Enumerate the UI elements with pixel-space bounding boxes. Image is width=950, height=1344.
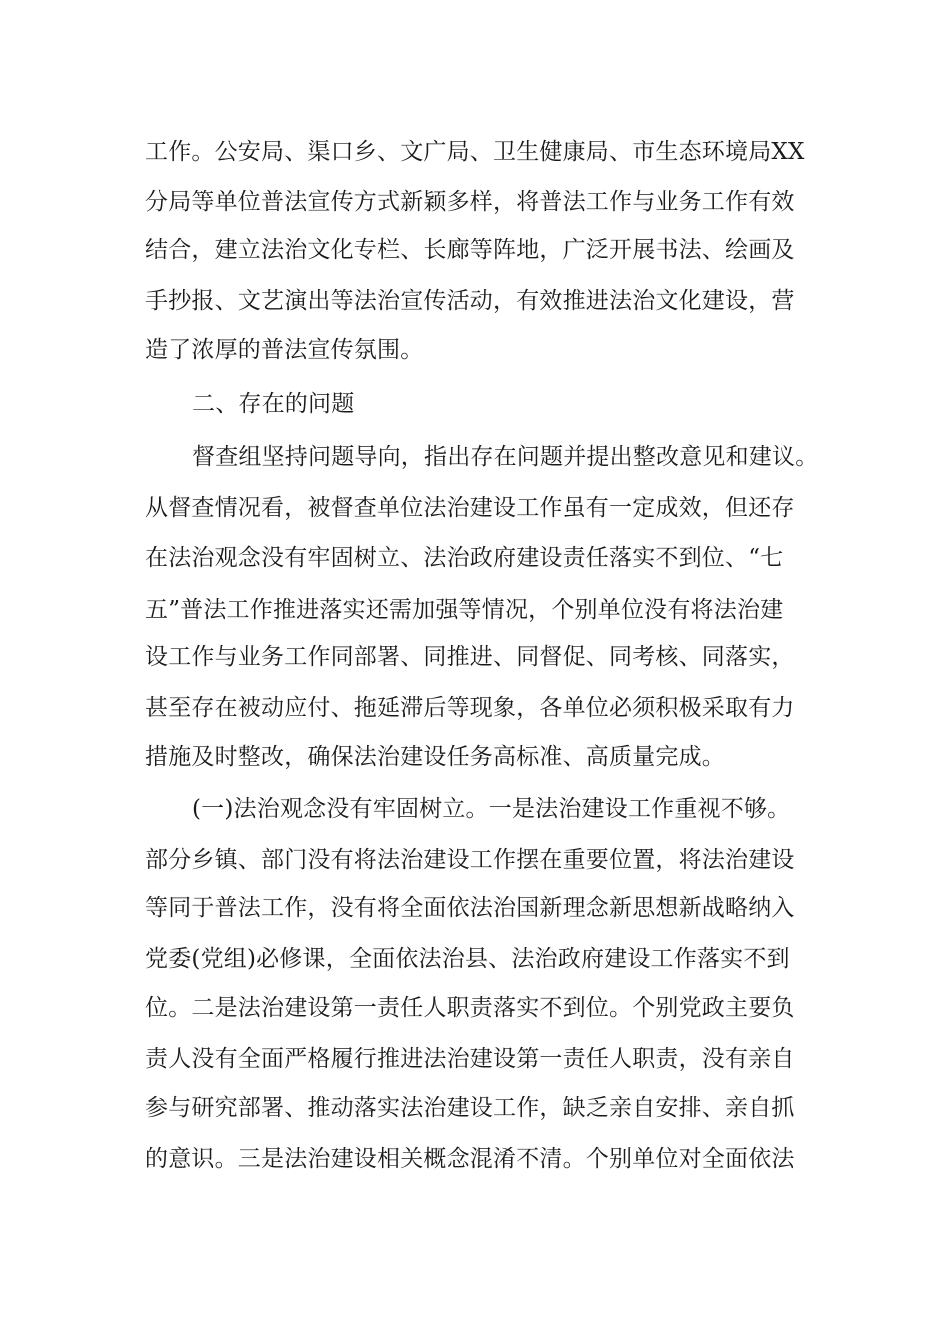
- text-line: 责人没有全面严格履行推进法治建设第一责任人职责，没有亲自: [145, 1046, 795, 1072]
- text-line: 设工作与业务工作同部署、同推进、同督促、同考核、同落实，: [145, 644, 795, 670]
- text-line: 从督查情况看，被督查单位法治建设工作虽有一定成效，但还存: [145, 495, 795, 521]
- text-line: 措施及时整改，确保法治建设任务高标准、高质量完成。: [145, 744, 725, 770]
- text-line: 位。二是法治建设第一责任人职责落实不到位。个别党政主要负: [145, 995, 795, 1021]
- text-line: 造了浓厚的普法宣传氛围。: [145, 337, 424, 363]
- text-line: 等同于普法工作，没有将全面依法治国新理念新思想新战略纳入: [145, 895, 795, 921]
- text-line: 参与研究部署、推动落实法治建设工作，缺乏亲自安排、亲自抓: [145, 1095, 795, 1121]
- text-line: 五”普法工作推进落实还需加强等情况，个别单位没有将法治建: [145, 597, 784, 623]
- text-line: 结合，建立法治文化专栏、长廊等阵地，广泛开展书法、绘画及: [145, 237, 795, 263]
- section-heading: 二、存在的问题: [192, 391, 355, 417]
- text-line: (一)法治观念没有牢固树立。一是法治建设工作重视不够。: [192, 796, 791, 822]
- text-line: 部分乡镇、部门没有将法治建设工作摆在重要位置，将法治建设: [145, 847, 795, 873]
- text-line: 甚至存在被动应付、拖延滞后等现象，各单位必须积极采取有力: [145, 695, 795, 721]
- text-line: 督查组坚持问题导向，指出存在问题并提出整改意见和建议。: [192, 444, 819, 470]
- text-line: 党委(党组)必修课，全面依法治县、法治政府建设工作落实不到: [145, 946, 790, 972]
- text-line: 工作。公安局、渠口乡、文广局、卫生健康局、市生态环境局XX: [145, 139, 805, 165]
- text-line: 在法治观念没有牢固树立、法治政府建设责任落实不到位、“七: [145, 545, 784, 571]
- text-line: 的意识。三是法治建设相关概念混淆不清。个别单位对全面依法: [145, 1146, 795, 1172]
- text-line: 手抄报、文艺演出等法治宣传活动，有效推进法治文化建设，营: [145, 288, 795, 314]
- text-line: 分局等单位普法宣传方式新颖多样，将普法工作与业务工作有效: [145, 189, 795, 215]
